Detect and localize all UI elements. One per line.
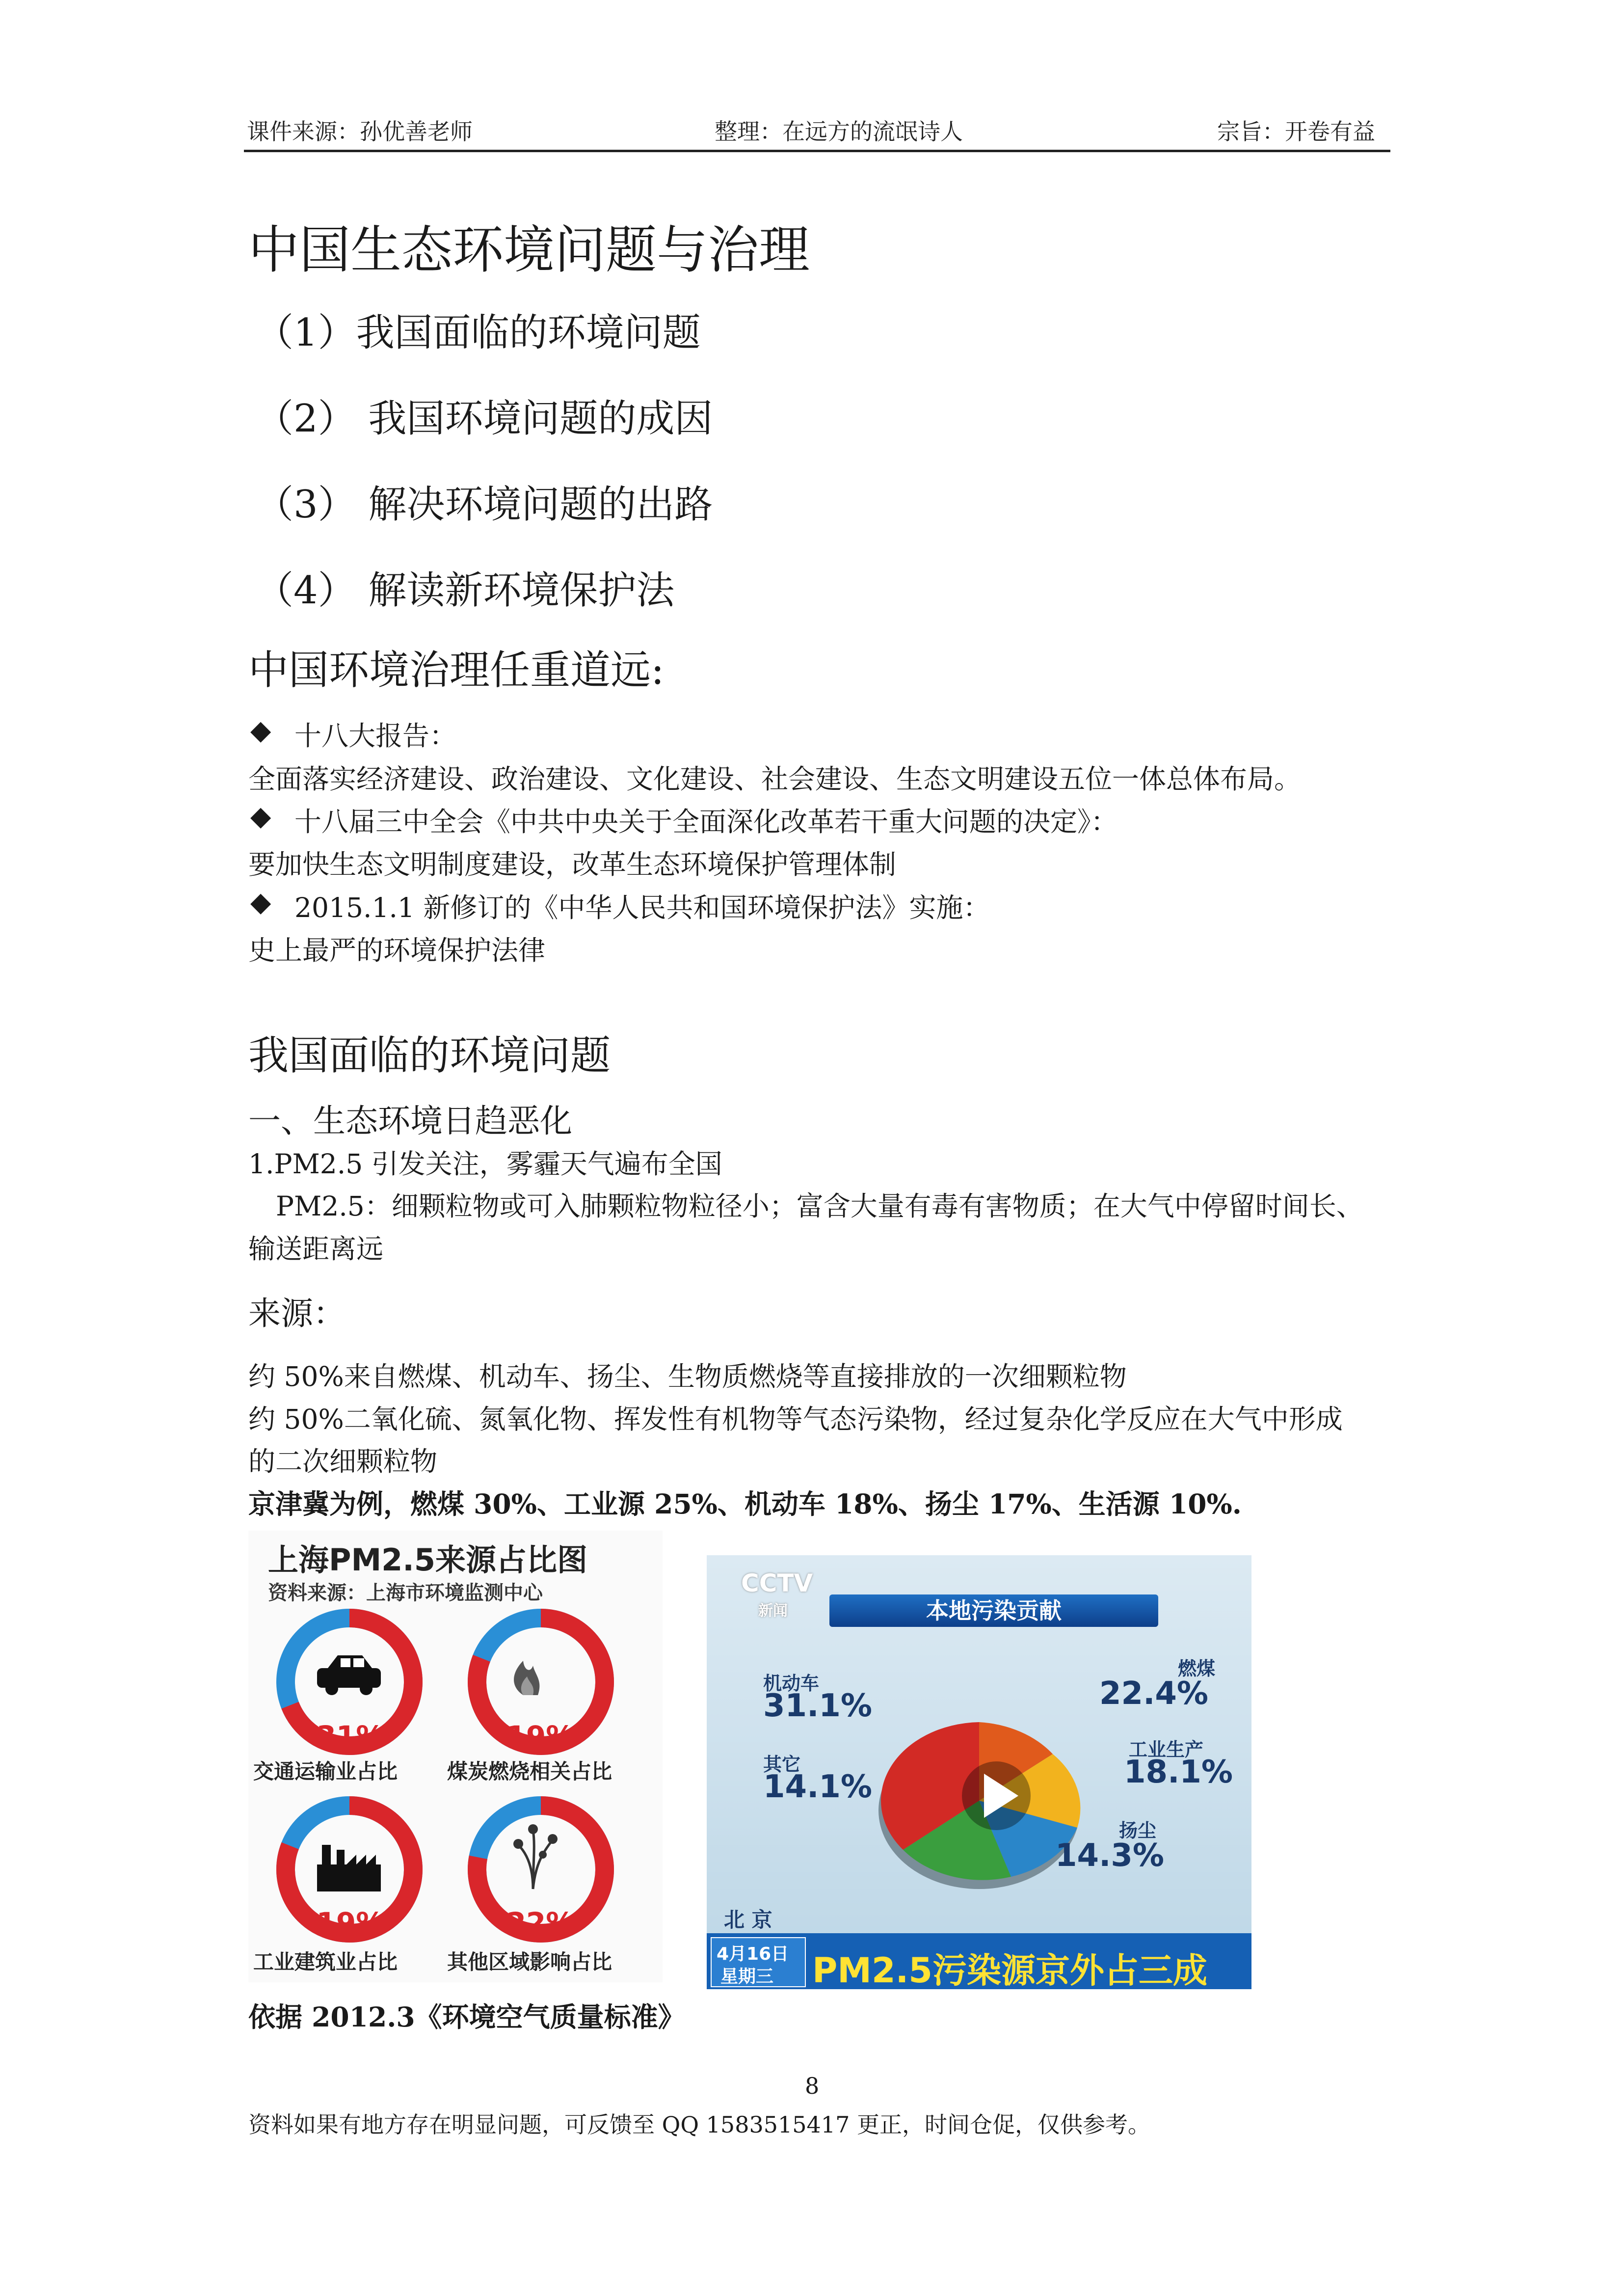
- subheading-deterioration: 一、生态环境日趋恶化: [248, 1102, 572, 1140]
- pm25-definition-line2: 输送距离远: [248, 1233, 384, 1265]
- standard-caption: 依据 2012.3《环境空气质量标准》: [248, 2001, 685, 2033]
- header-source: 课件来源：孙优善老师: [247, 118, 473, 145]
- bullet-icon: ◆: [250, 800, 271, 832]
- fire-icon: [514, 1661, 539, 1695]
- play-icon: [962, 1761, 1031, 1830]
- label-dust-pct: 14.3%: [1055, 1837, 1165, 1874]
- weekday-label: 星期三: [720, 1967, 774, 1987]
- bullet-head-3: 2015.1.1 新修订的《中华人民共和国环境保护法》实施：: [294, 892, 990, 923]
- figure1-source: 资料来源：上海市环境监测中心: [268, 1581, 543, 1604]
- bullet-head-2: 十八届三中全会《中共中央关于全面深化改革若干重大问题的决定》：: [294, 806, 1118, 837]
- section-heading-governance: 中国环境治理任重道远:: [248, 647, 665, 694]
- page-title: 中国生态环境问题与治理: [248, 220, 810, 280]
- figure1-label-regional: 其他区域影响占比: [447, 1950, 612, 1974]
- label-other-pct: 14.1%: [763, 1769, 873, 1805]
- source-secondary-line1: 约 50%二氧化硫、氮氧化物、挥发性有机物等气态污染物，经过复杂化学反应在大气中形成: [248, 1404, 1343, 1435]
- pm25-definition-line1: PM2.5：细颗粒物或可入肺颗粒物粒径小；富含大量有毒有害物质；在大气中停留时间长、: [276, 1190, 1363, 1222]
- jingjinji-example: 京津冀为例，燃煤 30%、工业源 25%、机动车 18%、扬尘 17%、生活源 10%.: [248, 1488, 1242, 1520]
- outline-item-4: （4） 解读新环境保护法: [255, 568, 675, 613]
- city-label: 北 京: [724, 1908, 772, 1932]
- figure1-title: 上海PM2.5来源占比图: [268, 1542, 587, 1578]
- label-industry-name: 工业生产: [1129, 1739, 1204, 1760]
- header-editor: 整理：在远方的流氓诗人: [715, 118, 963, 145]
- figure1-pct-transport: 31%: [316, 1720, 385, 1753]
- bullet-body-3: 史上最严的环境保护法律: [248, 935, 546, 966]
- figure1-pct-industry: 19%: [316, 1906, 385, 1940]
- plant-icon: [513, 1824, 558, 1889]
- label-dust-name: 扬尘: [1119, 1820, 1157, 1841]
- bullet-body-2: 要加快生态文明制度建设，改革生态环境保护管理体制: [248, 849, 897, 880]
- bullet-icon: ◆: [250, 714, 271, 746]
- label-coal-pct: 22.4%: [1099, 1675, 1209, 1712]
- figure1-label-coal: 煤炭燃烧相关占比: [447, 1759, 612, 1783]
- outline-item-2: （2） 我国环境问题的成因: [255, 397, 713, 441]
- label-coal-name: 燃煤: [1178, 1658, 1216, 1679]
- outline-item-3: （3） 解决环境问题的出路: [255, 483, 713, 527]
- section-heading-problems: 我国面临的环境问题: [248, 1032, 611, 1079]
- figure1-pct-regional: 22%: [506, 1906, 575, 1940]
- source-secondary-line2: 的二次细颗粒物: [248, 1446, 438, 1477]
- ticker-headline: PM2.5污染源京外占三成: [812, 1950, 1207, 1989]
- outline-item-1: （1）我国面临的环境问题: [255, 311, 701, 355]
- shanghai-pm25-figure: [248, 1531, 663, 1982]
- footer-note: 资料如果有地方存在明显问题，可反馈至 QQ 1583515417 更正，时间仓促，仅供参考。: [248, 2111, 1150, 2138]
- header-purpose: 宗旨：开卷有益: [1217, 118, 1375, 145]
- bullet-body-1: 全面落实经济建设、政治建设、文化建设、社会建设、生态文明建设五位一体总体布局。: [248, 763, 1302, 795]
- source-primary: 约 50%来自燃煤、机动车、扬尘、生物质燃烧等直接排放的一次细颗粒物: [248, 1361, 1127, 1392]
- label-other-name: 其它: [763, 1754, 801, 1775]
- car-icon: [317, 1655, 381, 1695]
- figure1-label-industry: 工业建筑业占比: [253, 1950, 398, 1974]
- date-label: 4月16日: [717, 1944, 789, 1964]
- news-banner: 本地污染贡献: [829, 1594, 1158, 1627]
- header-rule: [244, 150, 1390, 152]
- label-vehicle-name: 机动车: [763, 1673, 820, 1694]
- page-number: 8: [805, 2073, 820, 2099]
- bullet-icon: ◆: [250, 886, 271, 918]
- source-heading: 来源：: [248, 1295, 346, 1332]
- cctv-logo: CCTV: [741, 1569, 813, 1597]
- label-vehicle-pct: 31.1%: [763, 1688, 873, 1724]
- factory-icon: [317, 1845, 381, 1891]
- cctv-news-figure: [707, 1555, 1251, 1989]
- point-pm25: 1.PM2.5 引发关注，雾霾天气遍布全国: [248, 1148, 722, 1180]
- figure1-label-transport: 交通运输业占比: [253, 1759, 398, 1783]
- bullet-head-1: 十八大报告：: [294, 720, 457, 752]
- cctv-logo-sub: 新闻: [758, 1602, 788, 1620]
- figure1-pct-coal: 19%: [506, 1720, 575, 1753]
- label-industry-pct: 18.1%: [1124, 1754, 1233, 1790]
